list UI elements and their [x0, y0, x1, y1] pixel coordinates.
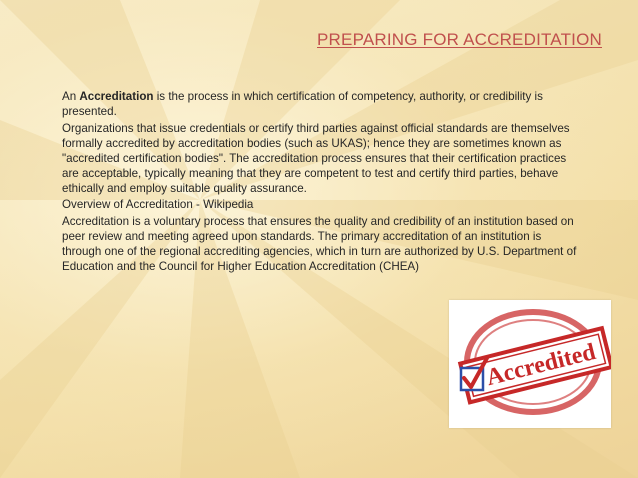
- stamp-label: Accredited: [483, 338, 599, 392]
- definition-prefix: An: [62, 90, 80, 103]
- slide-title: PREPARING FOR ACCREDITATION: [317, 30, 602, 49]
- paragraph-organizations: Organizations that issue credentials or certify third parties against official standards are themselves formally accredited by accreditation bodies (such as UKAS); hence they are sometimes known as "accredited certification bodies". The accreditation process ensures that their certification practices are acceptable, typically meaning that they are competent to test and certify third parties, behave ethically and employ suitable quality assurance.: [62, 121, 570, 195]
- slide-body: [62, 89, 580, 275]
- paragraph-source: Overview of Accreditation - Wikipedia: [62, 198, 254, 211]
- definition-text: is the process in which certification of competency, authority, or credibility is presented.: [62, 90, 543, 118]
- accredited-stamp-image: [449, 300, 611, 428]
- definition-term: Accreditation: [79, 90, 154, 103]
- accredited-stamp-icon: [449, 300, 611, 428]
- paragraph-voluntary: Accreditation is a voluntary process that ensures the quality and credibility of an institution based on peer review and meeting agreed upon standards. The primary accreditation of an institution is through one of the regional accrediting agencies, which in turn are authorized by U.S. Department of Education and the Council for Higher Education Accreditation (CHEA): [62, 214, 577, 273]
- paragraph-definition: [62, 89, 580, 119]
